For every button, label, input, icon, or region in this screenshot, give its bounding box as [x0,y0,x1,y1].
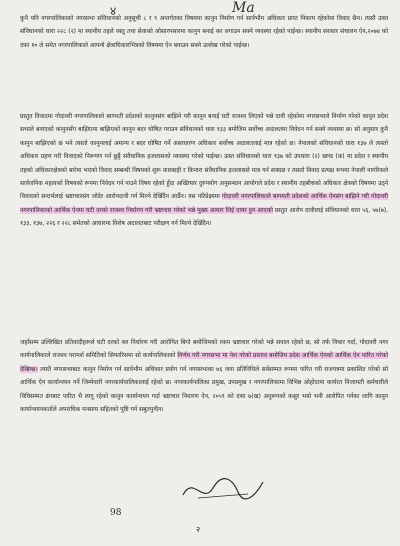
paragraph-1: कुनै पनि नगरपालिकाको नगरसभा संविधानको अनुसूची ८ र ९ अन्तर्गतका विषयमा कानुन निर्माण गर्न सार्वभौम अधिकार प्राप्त निकाय रहेकोमा विवाद छैन। त्यस्तै उक्त संविधानको धारा २२८ (२) मा स्थानीय तहले वस्तु तथा सेवाको ओसारपसारमा कानुन बनाई कर लगाउन सक्ने व्यवस्था रहेको पाईन्छ। स्थानीय सरकार संचालन ऐन,२०७४ को दफा १० ले समेत नगरपालिकाले आफ्नो क्षेत्राधिकारभित्रको विषयमा ऐन बनाउन सक्ने उल्लेख गरेको पाईन्छ। [20,15,388,49]
paragraph-2: प्रस्तुत विवादमा गोदावरी नगरपालिकाले बागमती प्रदेशको कानुनसंग बाझिने गरी कानुन बनाई घटी राजश्व लिएको भन्ने दावी रहेकोमा नगरसभाले निर्माण गरेको कानुन प्रदेश सभाले बनाएको कानुनसँग बाझिएमा बाझिएको कानुन बदर घोषित गराउन संविधानको धारा १३३ बमोजिम सर्वोच्च अदालतमा निवेदन गर्न सक्ने व्यवस्था छ। सो अनुसार कुनै कानुन बाझिएको छ भने त्यस्तो कानुनलाई अमान्य र बदर घोषित गर्ने असाधारण अधिकार सर्वोच्च अदालतलाई मात्र रहेको छ। नेपालको संविधानको धारा १३७ ले त्यस्तो अधिकार ग्रहण गरी विवादको निरूपण गर्न छुट्टै संवैधानिक इजलासको व्यवस्था गरेको पाईन्छ। उक्त संविधानको धारा १३७ को उपधारा (२) खण्ड (क) मा प्रदेश र स्थानीय तहको अधिकारक्षेत्रको बारेमा भएको विवाद सम्बन्धी विषयको शुरू कारबाही र किनारा संवैधानिक इजलासले मात्र गर्न सक्दछ र त्यस्तो विवाद प्रत्यक्ष रूपमा नेपाली नागरिकले सार्वजनिक महत्वको विषयको रूपमा निवेदन गर्न पाउने विषय रहेको हुँदा अख्तियार दुरुपयोग अनुसन्धान आयोगले प्रदेश र स्थानीय तहबीचको अधिकार क्षेत्रको विषयमा उठ्ने विवादको सन्दर्भलाई भ्रष्टाचारसंग जोडेर आरोपदावी गर्न मिल्ने देखिँदैन आर्डैन। यस परिप्रेक्ष्यमा गोदावरी नगरपालिकाले बागमती प्रदेशको आर्थिक ऐनसंग बाझिने गरी गोदावरी नगरपालिकाको आर्थिक ऐनमा घटी दरको राजश्व निर्धारण गरी भ्रष्टाचार गरेको भन्ने मुख्य आधार लिई दायर हुन आएको प्रस्तुत आरोप दावीलाई संविधानको धारा ५६, ५७(७), १३३, १३७, २२६ र २२८ समेतको आधारमा विशेष अदालतबाट परीक्षण गर्न मिल्ने देखिँदैन। [20,113,388,228]
highlighted-passage-2: निर्णय गरी नगरसभा मा पेश गरेको प्रस्ताव बमोजिम प्रदेश आर्थिक ऐनको आर्थिक ऐन पारित गरेको देखिन्छ। [20,352,388,373]
handwritten-signature-top: Ma [232,0,255,16]
paragraph-3: जहाँसम्म उल्लिखित प्रतिवादीहरूले घटी दरको कर निर्धारण गरी आरोपित बिगो बमोजिमको रकम भ्रष्टाचार गरेको भन्ने सवाल रहेको छ, सो तर्फ विचार गर्दा, गोदावरी नगर कार्यपालिकाले राजश्व परामर्श समितिको सिफारिसमा सो कार्यपालिकाको निर्णय गरी नगरसभा मा पेश गरेको प्रस्ताव बमोजिम प्रदेश आर्थिक ऐनको आर्थिक ऐन पारित गरेको देखिन्छ। त्यस्तै नगरसभाबाट कानुन निर्माण गर्न सार्वभौम अधिकार प्रयोग गर्न नगरसभाका ७६ जना प्रतिनिधिले सर्वसम्मत रूपमा पारित गरी राजपत्रमा प्रकाशित गरेको सो आर्थिक ऐन कार्यान्वयन गर्ने जिम्मेवारी नगरकार्यपालिकालाई रहेको छ। नगरकार्यपालिका प्रमुख, उपप्रमुख र नगरपालिकामा विभिन्न ओहोदामा कार्यरत निजामती कर्मचारीले विधिसम्मत ढंगबाट पारित भै लागू रहेको कानुन कार्यान्वयन गर्दा भ्रष्टाचार निवारण ऐन, २०५९ को दफा ७(ख) अनुरूपको कसुर भयो भनी आरोपित गर्नका लागि कानुन कार्यान्वयनकर्ताले अपराधिक मनसाय सहितको पुष्टि गर्न सबुतपुग्दैन। [20,339,388,414]
handwritten-signature-bottom [178,470,268,510]
page-number: २ [196,525,201,534]
footer-mark-left: 98 [110,508,122,518]
page-mark-left: ४ [110,4,117,18]
highlighted-passage: गोदावरी नगरपालिकाले बागमती प्रदेशको आर्थिक ऐनसंग बाझिने गरी गोदावरी नगरपालिकाको आर्थिक ऐनमा घटी दरको राजश्व निर्धारण गरी भ्रष्टाचार गरेको भन्ने मुख्य आधार लिई दायर हुन आएको [20,193,388,214]
